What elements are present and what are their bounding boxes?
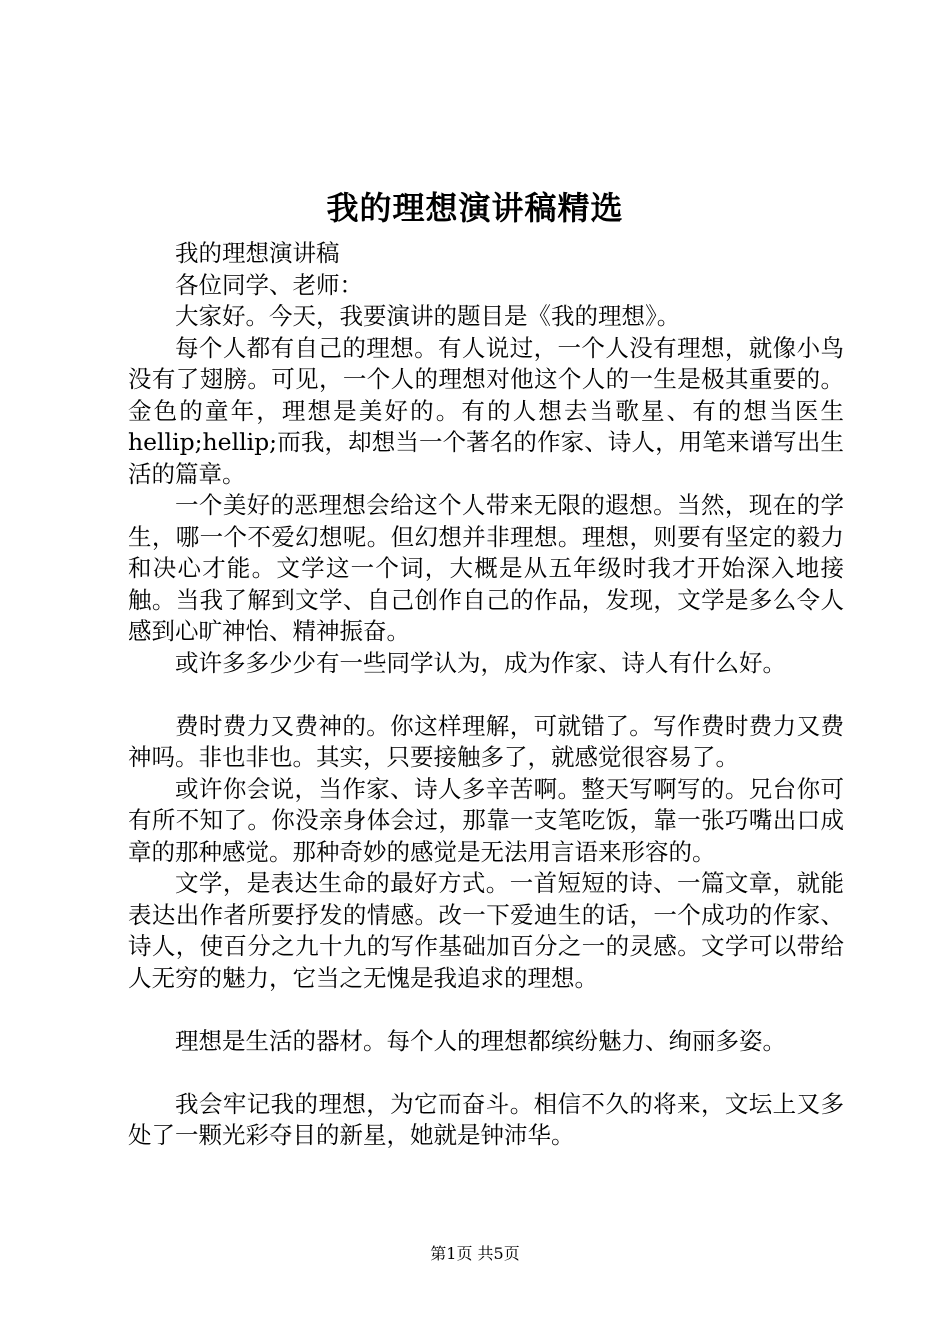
paragraph: 理想是生活的器材。每个人的理想都缤纷魅力、绚丽多姿。 bbox=[175, 1026, 786, 1055]
paragraph-salutation: 各位同学、老师： bbox=[175, 270, 363, 299]
page-footer: 第1页 共5页 bbox=[430, 1244, 520, 1263]
paragraph: 或许多多少少有一些同学认为，成为作家、诗人有什么好。 bbox=[175, 648, 786, 677]
paragraph: 一个美好的恶理想会给这个人带来无限的遐想。当然，现在的学生，哪一个不爱幻想呢。但幻想并非理想。理想，则要有坚定的毅力和决心才能。文学这一个词，大概是从五年级时我才开始深入地接触。当我了解到文学、自己创作自己的作品，发现，文学是多么令人感到心旷神怡、精神振奋。 bbox=[128, 491, 844, 645]
paragraph: 我会牢记我的理想，为它而奋斗。相信不久的将来，文坛上又多处了一颗光彩夺目的新星，她就是钟沛华。 bbox=[128, 1089, 844, 1149]
paragraph: 费时费力又费神的。你这样理解，可就错了。写作费时费力又费神吗。非也非也。其实，只要接触多了，就感觉很容易了。 bbox=[128, 711, 844, 771]
paragraph: 或许你会说，当作家、诗人多辛苦啊。整天写啊写的。兄台你可有所不知了。你没亲身体会过，那靠一支笔吃饭，靠一张巧嘴出口成章的那种感觉。那种奇妙的感觉是无法用言语来形容的。 bbox=[128, 774, 844, 866]
paragraph-heading: 我的理想演讲稿 bbox=[175, 239, 340, 267]
paragraph-greeting: 大家好。今天，我要演讲的题目是《我的理想》。 bbox=[175, 302, 681, 330]
paragraph: 文学，是表达生命的最好方式。一首短短的诗、一篇文章，就能表达出作者所要抒发的情感。改一下爱迪生的话，一个成功的作家、诗人，使百分之九十九的写作基础加百分之一的灵感。文学可以带给人无穷的魅力，它当之无愧是我追求的理想。 bbox=[128, 869, 844, 992]
paragraph: 每个人都有自己的理想。有人说过，一个人没有理想，就像小鸟没有了翅膀。可见，一个人的理想对他这个人的一生是极其重要的。金色的童年，理想是美好的。有的人想去当歌星、有的想当医生hellip;hellip;而我，却想当一个著名的作家、诗人，用笔来谱写出生活的篇章。 bbox=[128, 333, 844, 488]
document-title: 我的理想演讲稿精选 bbox=[326, 189, 624, 227]
document-body bbox=[128, 238, 844, 1152]
